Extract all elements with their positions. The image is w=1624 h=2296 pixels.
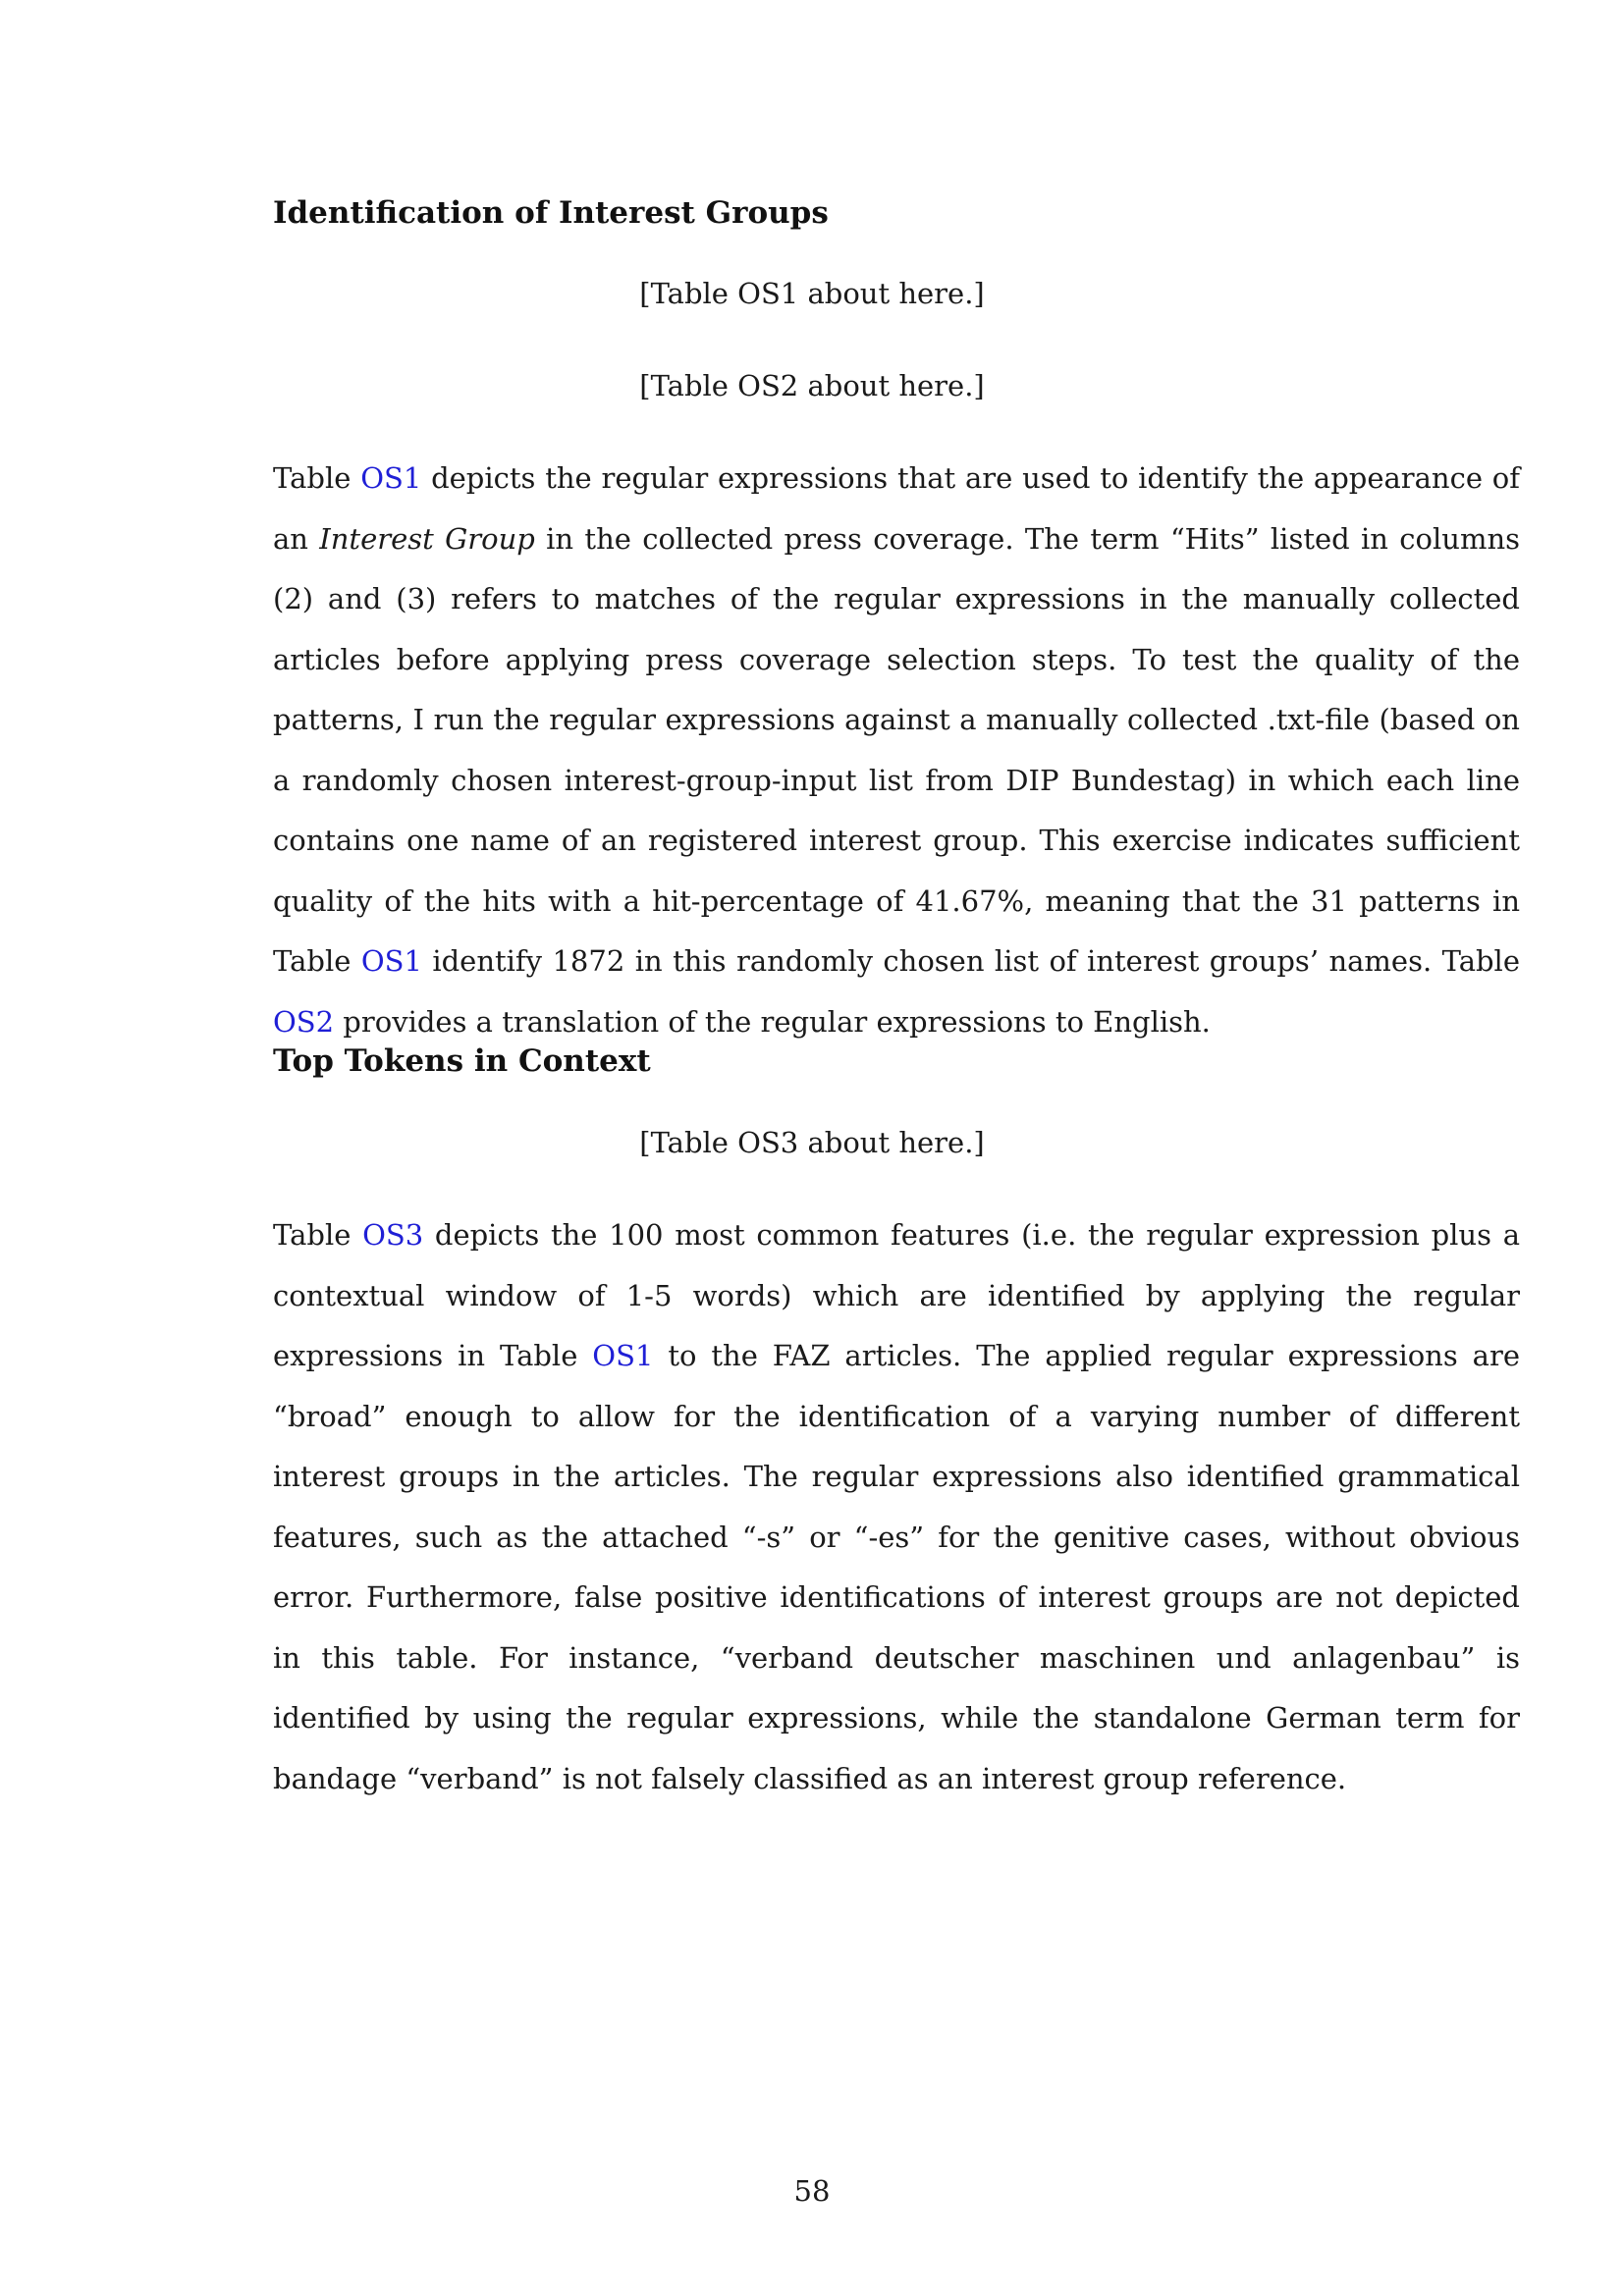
emphasized-term: Interest Group	[319, 521, 535, 556]
table-placeholder-os2: [Table OS2 about here.]	[639, 369, 985, 402]
paragraph-text: depicts the regular expressions that are used to identify the appearance of an	[273, 461, 1520, 556]
section-heading-identification: Identification of Interest Groups	[273, 195, 829, 231]
page-number: 58	[793, 2174, 831, 2208]
paragraph-text: to the FAZ articles. The applied regular expressions are “broad” enough to allow for the identification of a varying number of different interest groups in the articles. The regular expressions also identified grammatical features, such as the attached “-s” or “-es” for the genitive cases, without obvious error. Furthermore, false positive identifications of interest groups are not depicted in this table. For instance, “verband deutscher maschinen und anlagenbau” is identified by using the regular expressions, while the standalone German term for bandage “verband” is not falsely classified as an interest group reference.	[273, 1339, 1520, 1795]
table-reference-link-os1[interactable]: OS1	[360, 944, 422, 978]
section-heading-top-tokens: Top Tokens in Context	[273, 1043, 651, 1079]
paragraph-top-tokens	[273, 1205, 1520, 1809]
table-placeholder-os1: [Table OS1 about here.]	[639, 277, 985, 310]
table-reference-link-os3[interactable]: OS3	[362, 1218, 424, 1252]
table-reference-link-os1[interactable]: OS1	[360, 461, 422, 495]
table-reference-link-os2[interactable]: OS2	[273, 1004, 335, 1039]
paragraph-text: provides a translation of the regular expressions to English.	[334, 1004, 1211, 1039]
paragraph-interest-groups	[273, 449, 1520, 1052]
table-placeholder-os3: [Table OS3 about here.]	[639, 1126, 985, 1159]
paragraph-text: in the collected press coverage. The term “Hits” listed in columns (2) and (3) refers to matches of the regular expressions in the manually collected articles before applying press coverage selection steps. To test the quality of the patterns, I run the regular expressions against a manually collected .txt-file (based on a randomly chosen interest-group-input list from DIP Bundestag) in which each line contains one name of an registered interest group. This exercise indicates sufficient quality of the hits with a hit-percentage of 41.67%, meaning that the 31 patterns in Table	[273, 521, 1521, 978]
paragraph-text: Table	[273, 1218, 363, 1252]
table-reference-link-os1[interactable]: OS1	[592, 1339, 654, 1372]
paragraph-text: identify 1872 in this randomly chosen list of interest groups’ names. Table	[421, 944, 1520, 978]
paragraph-text: Table	[273, 461, 361, 495]
paragraph-text: depicts the 100 most common features (i.e. the regular expression plus a contextual window of 1-5 words) which are identified by applying the regular expressions in Table	[273, 1218, 1520, 1372]
